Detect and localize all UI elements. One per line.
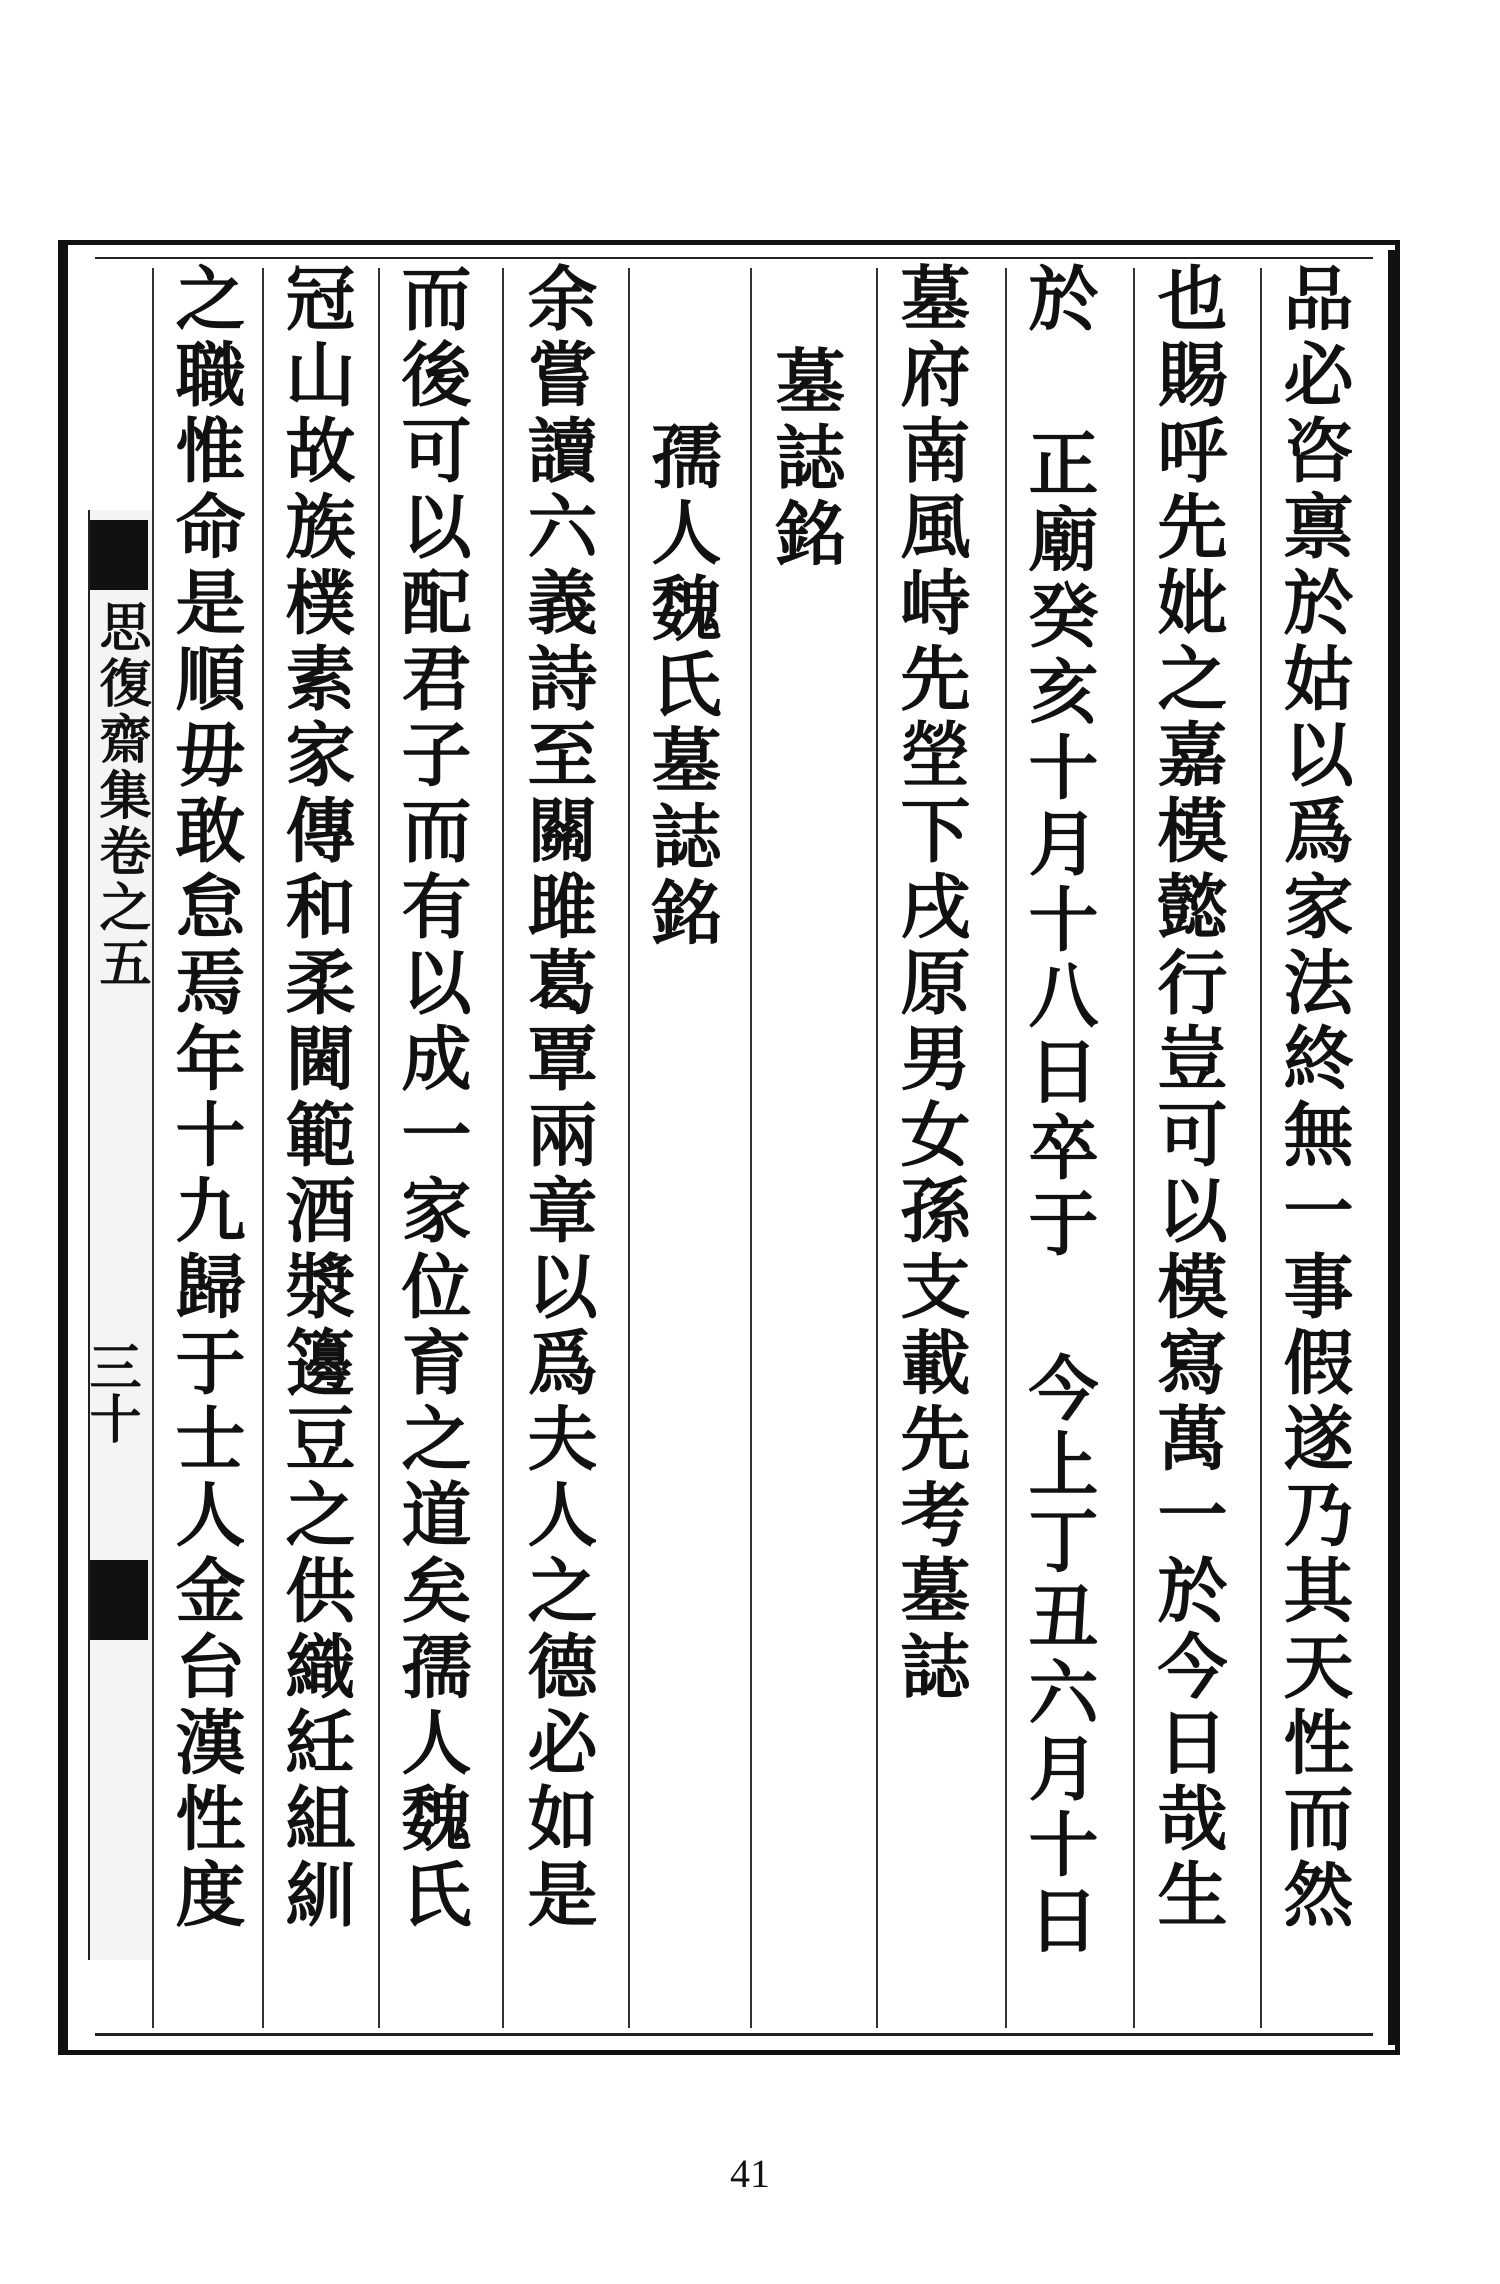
column-rule (502, 268, 504, 2028)
text-column-4: 墓府南風峙先塋下戌原男女孫支載先考墓誌 (889, 262, 972, 1706)
text-column-7: 余嘗讀六義詩至關雎葛覃兩章以爲夫人之德必如是 (516, 262, 599, 1934)
text-column-8: 而後可以配君子而有以成一家位育之道矣孺人魏氏 (390, 262, 473, 1934)
page-number: 41 (730, 2151, 770, 2196)
section-heading: 墓誌銘 (764, 345, 847, 573)
column-rule (628, 268, 630, 2028)
leaf-number: 三十 (80, 1340, 141, 1444)
column-rule (876, 268, 878, 2028)
text-column-10: 之職惟命是順毋敢怠焉年十九歸于士人金台漢性度 (164, 262, 247, 1934)
column-rule (378, 268, 380, 2028)
column-rule (1133, 268, 1135, 2028)
left-border-rule (58, 240, 68, 2055)
column-rule (262, 268, 264, 2028)
book-title: 思復齋集卷之五 (90, 600, 151, 992)
text-column-9: 冠山故族樸素家傳和柔閫範酒漿籩豆之供織紝組紃 (274, 262, 357, 1934)
column-rule (750, 268, 752, 2028)
text-column-3: 於 正廟癸亥十月十八日卒于 今上丁丑六月十日 (1017, 262, 1100, 1960)
column-rule (1260, 268, 1262, 2028)
column-rule (1005, 268, 1007, 2028)
column-rule (152, 268, 154, 2028)
text-column-2: 也賜呼先妣之嘉模懿行豈可以模寫萬一於今日哉生 (1146, 262, 1229, 1934)
fish-tail-mark-upper (90, 520, 148, 590)
epitaph-title: 孺人魏氏墓誌銘 (640, 420, 723, 952)
text-column-1: 品必咨禀於姑以爲家法終無一事假遂乃其天性而然 (1272, 262, 1355, 1934)
right-border-rule (1388, 250, 1396, 2045)
fish-tail-mark-lower (90, 1560, 148, 1640)
